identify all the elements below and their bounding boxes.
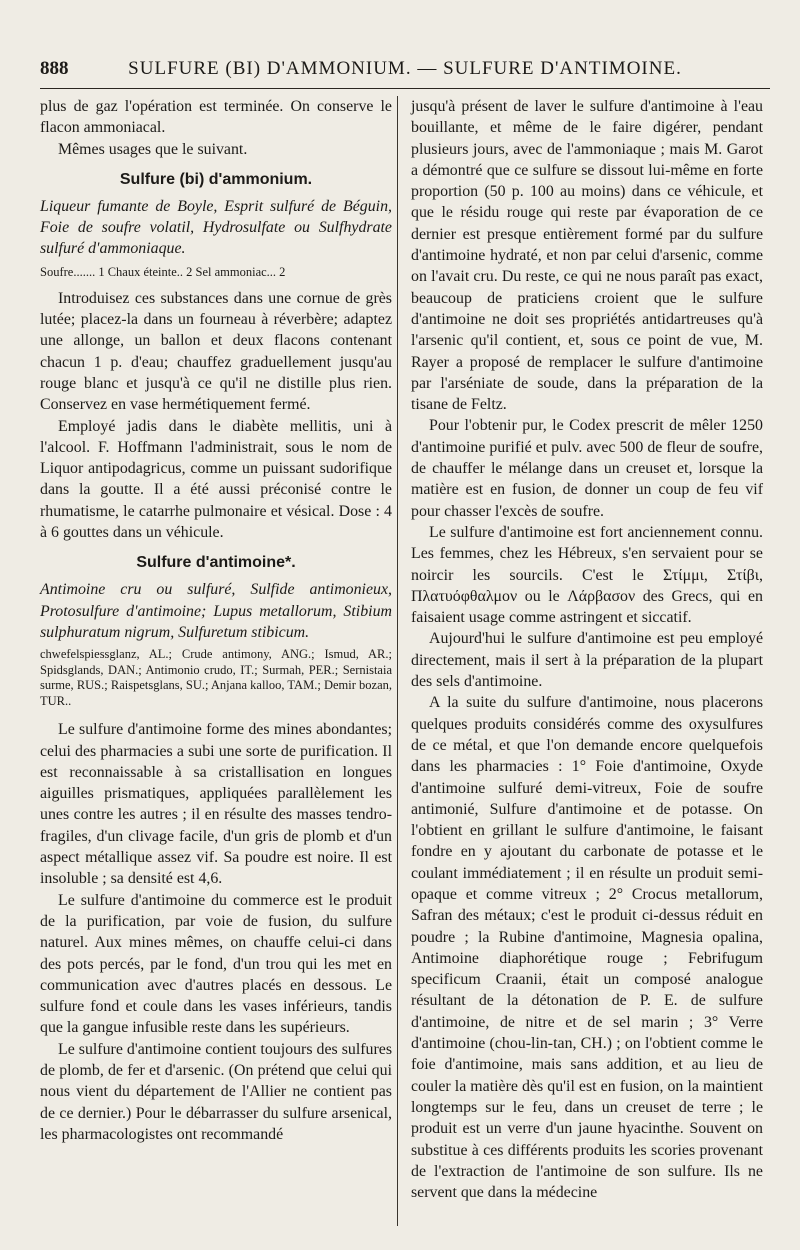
page-number: 888: [40, 58, 69, 79]
paragraph: Le sulfure d'antimoine contient toujours des sulfures de plomb, de fer et d'arsenic. (On prétend que celui qui nous vient du département de l'Allier ne contient pas de ce dernier.) Pour le débarrasser du sulfure arsenical, les pharmacologistes ont recommandé: [40, 1040, 392, 1143]
paragraph: Le sulfure d'antimoine forme des mines abondantes; celui des pharmacies a subi une sorte de purification. Il est reconnaissable à sa cristallisation en longues aiguilles prismatiques, appliquées parallèlement les unes contre les autres ; il en résulte des masses tendro-fragiles, d'un clivage facile, d'un gris de plomb et d'un aspect métallique assez vif. Sa poudre est noire. Il est insoluble ; sa densité est 4,6.: [40, 721, 392, 888]
column-divider: [397, 96, 398, 1226]
paragraph: Le sulfure d'antimoine du commerce est le produit de la purification, par voie de fusion, du sulfure naturel. Aux mines mêmes, on chauffe celui-ci dans des pots percés, par le fond, d'un trou qui les met en communication avec d'autres placés en dessous. Le sulfure fond et coule dans les vases inférieurs, tandis que la gangue infusible reste dans les supérieurs.: [40, 891, 392, 1037]
paragraph: A la suite du sulfure d'antimoine, nous placerons quelques produits considérés comme des oxysulfures de ce métal, et que l'on demande encore quelquefois dans les pharmacies : 1° Foie d'antimoine, Oxyde d'antimoine sulfuré demi-vitreux, Foie de soufre antimonié, Sulfure d'antimoine et de potasse. On l'obtient en grillant le sulfure d'antimoine, le faisant fondre en y ajoutant du carbonate de potasse et le coulant immédiatement ; il en résulte un produit semi-opaque et comme vitreux ; 2° Crocus metallorum, Safran des métaux; c'est le produit ci-dessus réduit en poudre ; la Rubine d'antimoine, Magnesia opalina, Antimoine diaphorétique rouge ; Febrifugum specificum Craanii, était un composé analogue résultant de la détonation de P. E. de sulfure d'antimoine, de nitre et de sel marin ; 3° Verre d'antimoine (chou-lin-tan, CH.) ; on l'obtient comme le foie d'antimoine, mais sans addition, et au lieu de couler la matière dès qu'il est en fusion, on la maintient longtemps sur le feu, dans un creuset de terre ; le produit est un verre d'un jaune hyacinthe. Souvent on substitue à ces différents produits les scories provenant de l'extraction de l'antimoine de son sulfure. Ils ne servent que dans la médecine: [411, 694, 763, 1202]
synonyms: Antimoine cru ou sulfuré, Sulfide antimonieux, Protosulfure d'antimoine; Lupus metallorum, Stibium sulphuratum nigrum, Sulfuretum stibicum.: [40, 581, 392, 641]
synonyms: Liqueur fumante de Boyle, Esprit sulfuré de Béguin, Foie de soufre volatil, Hydrosulfate ou Sulfhydrate sulfuré d'ammoniaque.: [40, 197, 392, 258]
paragraph: Pour l'obtenir pur, le Codex prescrit de mêler 1250 d'antimoine purifié et pulv. avec 500 de fleur de soufre, de chauffer le mélange dans un creuset et, lorsque la matière est en fusion, de donner un coup de feu vif pour chasser l'excès de soufre.: [411, 417, 763, 520]
page-header: [40, 58, 770, 89]
paragraph: Introduisez ces substances dans une cornue de grès lutée; placez-la dans un fourneau à réverbère; adaptez une allonge, un ballon et deux flacons contenant chacun 1 p. d'eau; chauffez graduellement jusqu'au rouge blanc et jusqu'à ce qu'il ne distille plus rien. Conservez en vase hermétiquement fermé.: [40, 289, 392, 414]
foreign-names: chwefelspiessglanz, AL.; Crude antimony, ANG.; Ismud, AR.; Spidsglands, DAN.; Antimonio crudo, IT.; Surmah, PER.; Sernistaia surme, RUS.; Raispetsglans, SU.; Anjana kalloo, TAM.; Demir bozan, TUR..: [40, 647, 392, 708]
paragraph: Mêmes usages que le suivant.: [58, 140, 248, 158]
section-heading-ammonium: Sulfure (bi) d'ammonium.: [119, 170, 313, 188]
right-column: [411, 96, 763, 1203]
paragraph: Le sulfure d'antimoine est fort anciennement connu. Les femmes, chez les Hébreux, s'en servaient pour se noircir les sourcils. C'est le Στίμμι, Στίβι, Πλατυόφθαλμον ou le Λάρβασον des Grecs, qui en faisaient usage comme astringent et siccatif.: [411, 523, 763, 627]
section-heading-antimoine: Sulfure d'antimoine*.: [136, 554, 296, 572]
paragraph: Employé jadis dans le diabète mellitis, uni à l'alcool. F. Hoffmann l'administrait, sous le nom de Liquor antipodagricus, comme un puissant sudorifique dans la goutte. Il a été aussi préconisé contre le rhumatisme, le catarrhe pulmonaire et vésical. Dose : 4 à 6 gouttes dans un véhicule.: [40, 417, 392, 542]
recipe-formula: Soufre....... 1 Chaux éteinte.. 2 Sel ammoniac... 2: [40, 264, 286, 279]
paragraph: jusqu'à présent de laver le sulfure d'antimoine à l'eau bouillante, et même de le faire digérer, pendant plusieurs jours, avec de l'ammoniaque ; mais M. Garot a démontré que ce sulfure se dissout lui-même en forte proportion (50 p. 100 au moins) dans ce véhicule, et que le résidu rouge qui reste par évaporation de ce dernier est presque entièrement formé par du sulfure d'antimoine hydraté, et non par celui d'arsenic, comme on l'avait cru. Du reste, ce qui ne nous paraît pas exact, beaucoup de praticiens croient que le sulfure d'antimoine ne doit ses propriétés antidartreuses qu'à l'arsenic qu'il contient, et, sous ce point de vue, M. Rayer a proposé de remplacer le sulfure d'antimoine par l'arséniate de soude, dans la préparation de la tisane de Feltz.: [411, 98, 763, 414]
paragraph: plus de gaz l'opération est terminée. On conserve le flacon ammoniacal.: [40, 98, 392, 137]
left-column: [40, 96, 392, 1145]
running-title: SULFURE (BI) D'AMMONIUM. — SULFURE D'ANTIMOINE.: [128, 58, 682, 79]
paragraph: Aujourd'hui le sulfure d'antimoine est peu employé directement, mais il sert à la préparation de la plupart des sels d'antimoine.: [411, 630, 763, 691]
